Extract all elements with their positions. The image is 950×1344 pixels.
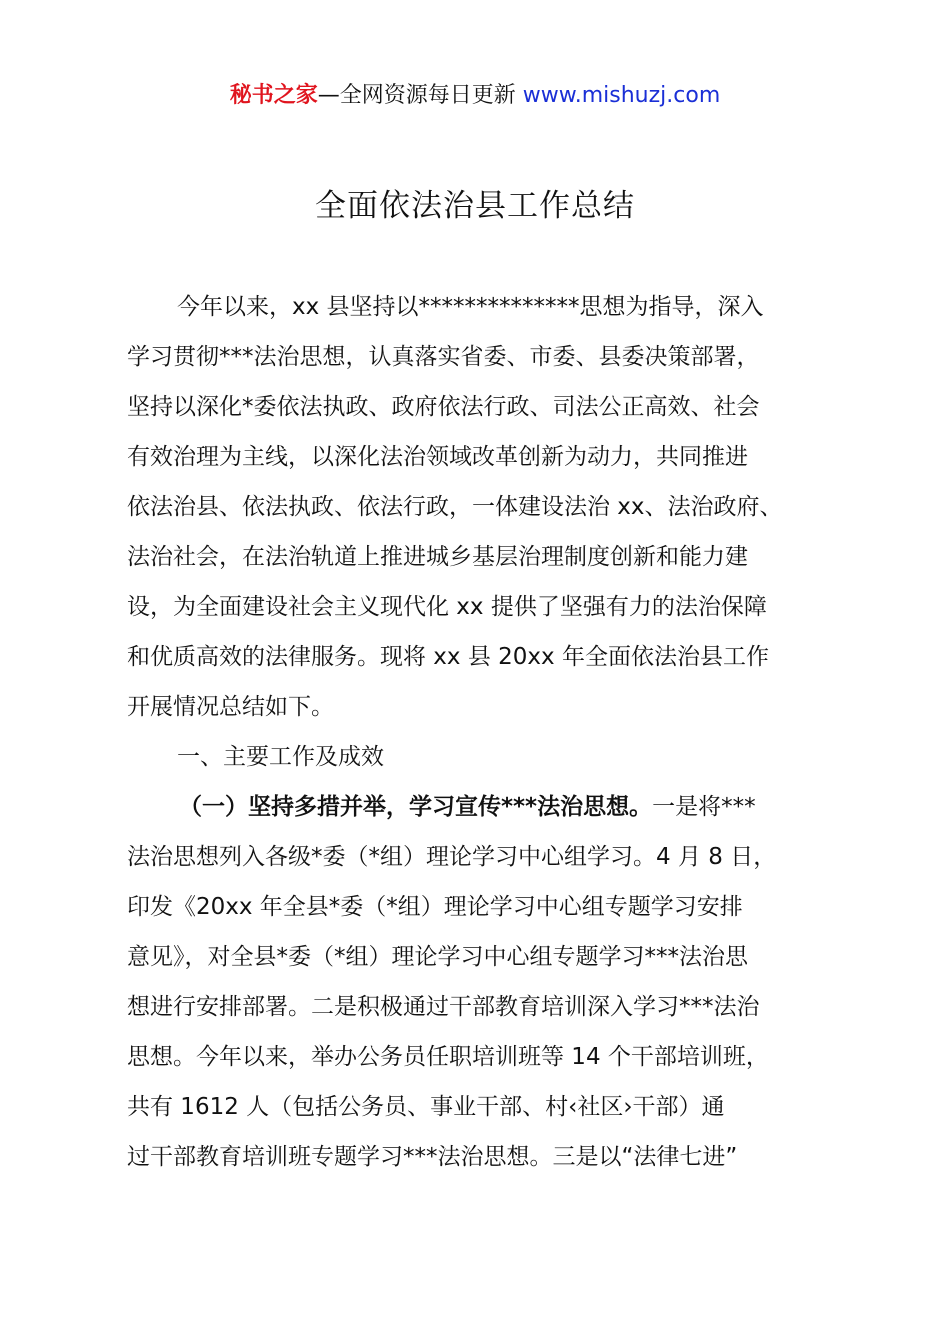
paragraph-line: 过干部教育培训班专题学习***法治思想。三是以“法律七进”	[127, 1144, 738, 1170]
paragraph-line: 思想。今年以来，举办公务员任职培训班等 14 个干部培训班，	[127, 1044, 769, 1070]
paragraph-line: 依法治县、依法执政、依法行政，一体建设法治 xx、法治政府、	[127, 494, 783, 520]
paragraph-line: 想进行安排部署。二是积极通过干部教育培训深入学习***法治	[127, 994, 760, 1020]
paragraph-line: 今年以来，xx 县坚持以**************思想为指导，深入	[177, 294, 764, 320]
subsection-heading: （一）坚持多措并举，学习宣传***法治思想。	[179, 794, 653, 820]
document-title: 全面依法治县工作总结	[315, 188, 635, 224]
subsection-first-line	[127, 782, 835, 832]
paragraph-line: 法治思想列入各级*委（*组）理论学习中心组学习。4 月 8 日，	[127, 844, 777, 870]
subsection-first-line-text: 一是将***	[652, 794, 756, 820]
site-url[interactable]: www.mishuzj.com	[522, 83, 721, 108]
site-header	[0, 80, 950, 112]
paragraph-line: 有效治理为主线，以深化法治领域改革创新为动力，共同推进	[127, 444, 748, 470]
paragraph-line: 坚持以深化*委依法执政、政府依法行政、司法公正高效、社会	[127, 394, 760, 420]
paragraph-line: 学习贯彻***法治思想，认真落实省委、市委、县委决策部署，	[127, 344, 760, 370]
paragraph-line: 印发《20xx 年全县*委（*组）理论学习中心组专题学习安排	[127, 894, 743, 920]
paragraph-line: 设，为全面建设社会主义现代化 xx 提供了坚强有力的法治保障	[127, 594, 767, 620]
document-body	[127, 282, 835, 1182]
paragraph-line: 法治社会，在法治轨道上推进城乡基层治理制度创新和能力建	[127, 544, 748, 570]
section-heading: 一、主要工作及成效	[177, 744, 384, 770]
paragraph-line: 意见》，对全县*委（*组）理论学习中心组专题学习***法治思	[127, 944, 748, 970]
brand-name: 秘书之家	[229, 83, 318, 108]
paragraph-line: 共有 1612 人（包括公务员、事业干部、村‹社区›干部）通	[127, 1094, 725, 1120]
paragraph-line: 开展情况总结如下。	[127, 694, 334, 720]
paragraph-line: 和优质高效的法律服务。现将 xx 县 20xx 年全面依法治县工作	[127, 644, 769, 670]
header-tagline: —全网资源每日更新	[317, 83, 523, 108]
